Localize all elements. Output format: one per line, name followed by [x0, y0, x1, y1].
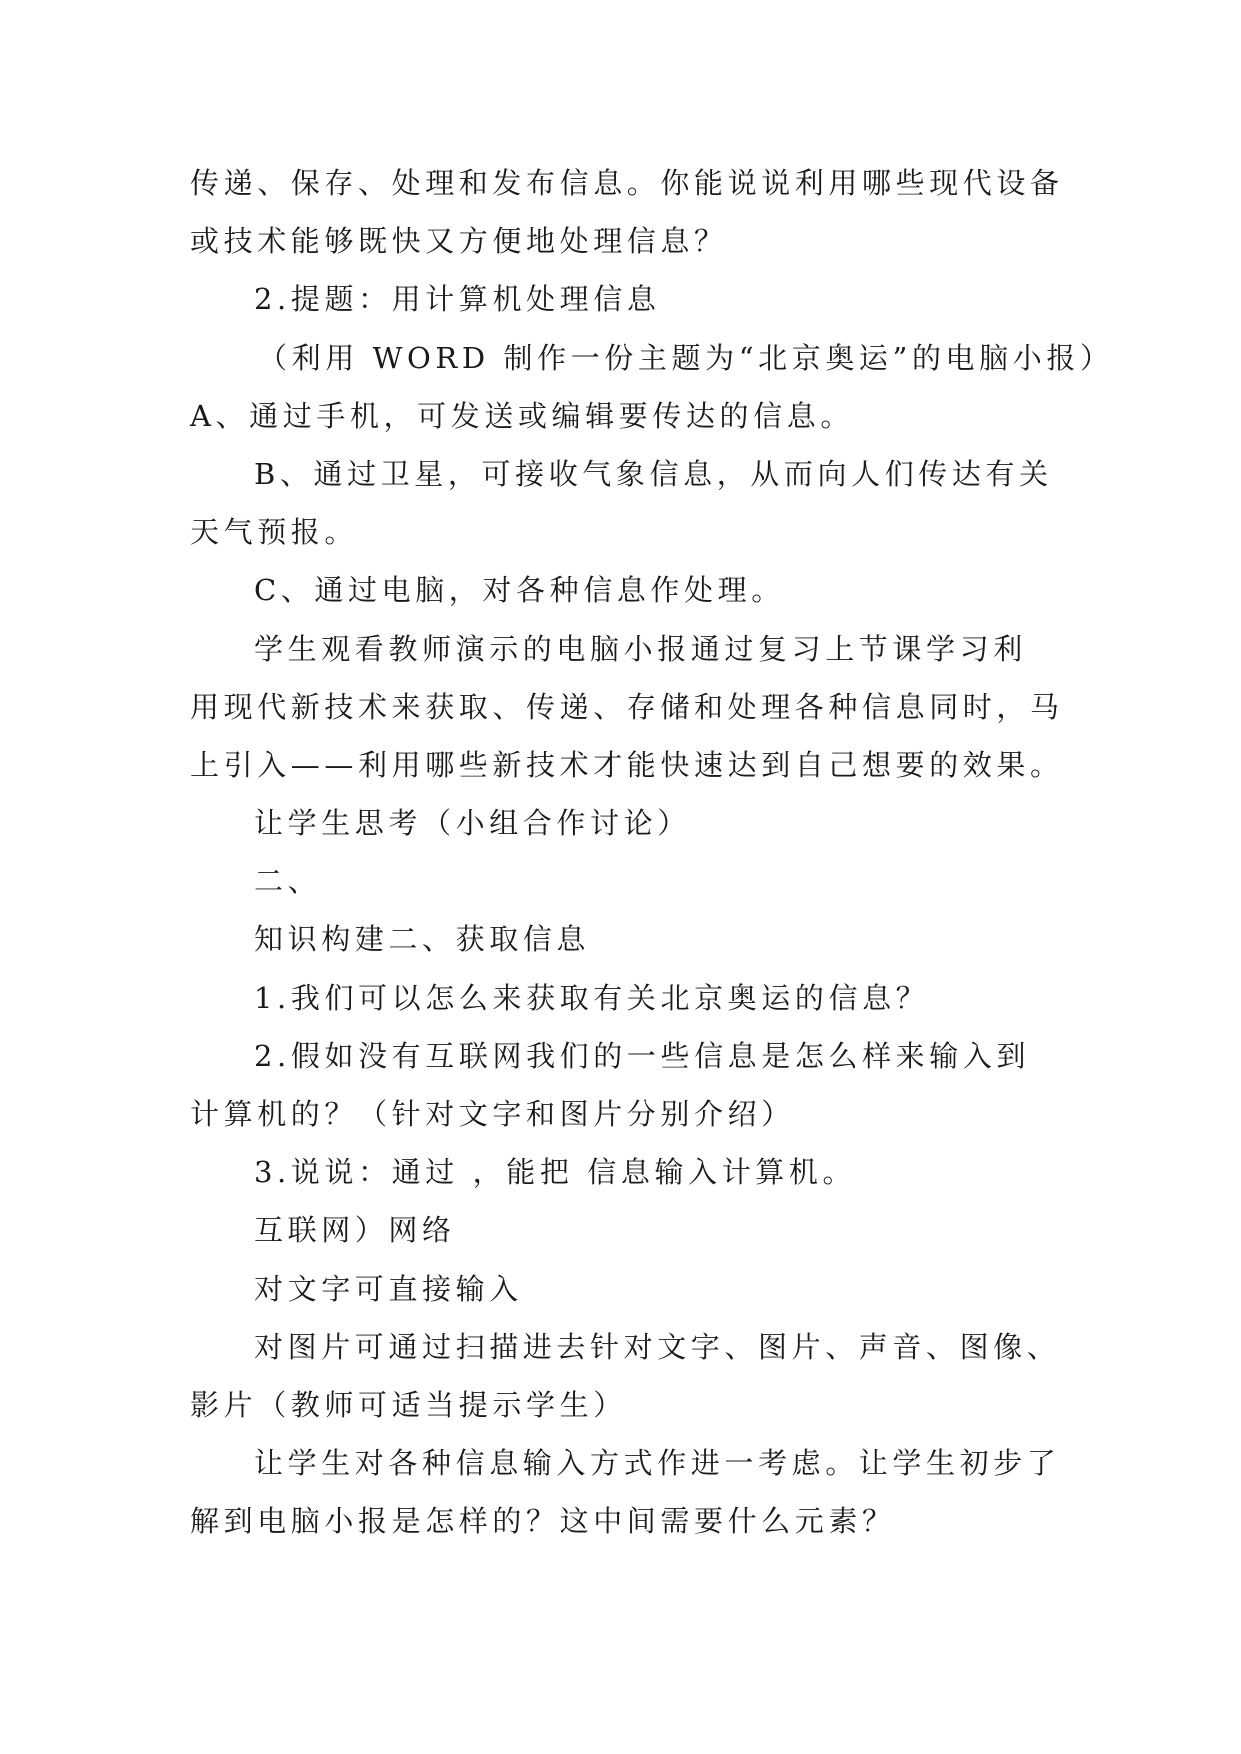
paragraph-line: 影片（教师可适当提示学生） — [190, 1387, 627, 1422]
paragraph-line: （利用 WORD 制作一份主题为“北京奥运”的电脑小报） — [258, 340, 1114, 375]
paragraph-line: 互联网）网络 — [254, 1213, 456, 1248]
paragraph-line: 解到电脑小报是怎样的？这中间需要什么元素？ — [190, 1504, 896, 1539]
paragraph-line: 学生观看教师演示的电脑小报通过复习上节课学习利 — [254, 631, 1027, 666]
paragraph-line: 上引入——利用哪些新技术才能快速达到自己想要的效果。 — [190, 747, 1064, 782]
paragraph-line: 2.假如没有互联网我们的一些信息是怎么样来输入到 — [254, 1038, 1031, 1073]
paragraph-line: 或技术能够既快又方便地处理信息？ — [190, 224, 728, 259]
paragraph-line: C、通过电脑，对各种信息作处理。 — [254, 573, 785, 608]
paragraph-line: 1.我们可以怎么来获取有关北京奥运的信息？ — [254, 980, 930, 1015]
paragraph-line: 让学生思考（小组合作讨论） — [254, 806, 691, 841]
paragraph-line: A、通过手机，可发送或编辑要传达的信息。 — [190, 398, 854, 433]
paragraph-line: 二、 — [254, 864, 322, 899]
document-body — [190, 154, 1114, 1551]
paragraph-line: 对文字可直接输入 — [254, 1271, 523, 1306]
paragraph-line: 天气预报。 — [190, 515, 359, 550]
section-heading: 知识构建二、获取信息 — [254, 922, 591, 957]
paragraph-line: 3.说说：通过 ，能把 信息输入计算机。 — [254, 1155, 857, 1190]
paragraph-line: 计算机的？（针对文字和图片分别介绍） — [190, 1097, 795, 1131]
paragraph-line: 对图片可通过扫描进去针对文字、图片、声音、图像、 — [254, 1329, 1061, 1364]
paragraph-line: 传递、保存、处理和发布信息。你能说说利用哪些现代设备 — [190, 166, 1064, 200]
paragraph-line: 用现代新技术来获取、传递、存储和处理各种信息同时，马 — [190, 689, 1064, 724]
paragraph-line: B、通过卫星，可接收气象信息，从而向人们传达有关 — [254, 456, 1053, 491]
paragraph-line: 让学生对各种信息输入方式作进一考虑。让学生初步了 — [254, 1446, 1061, 1481]
paragraph-line: 2.提题：用计算机处理信息 — [254, 282, 661, 317]
